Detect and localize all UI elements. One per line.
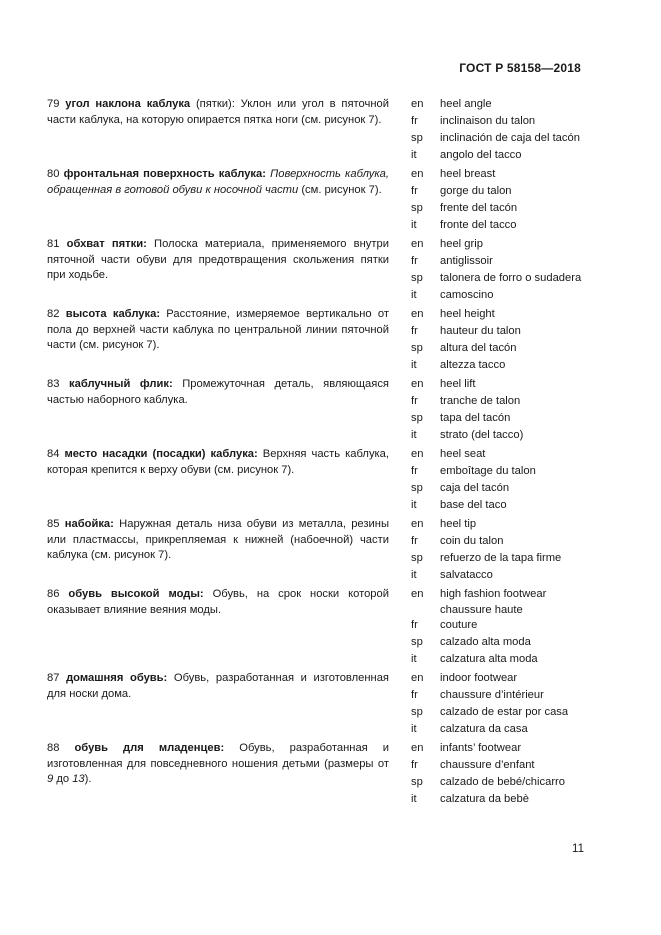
language-code: it xyxy=(411,569,417,581)
language-code: fr xyxy=(411,115,418,127)
term-definition xyxy=(47,741,389,788)
term-number: 79 xyxy=(47,98,66,110)
translated-term: camoscino xyxy=(440,289,494,301)
term-definition xyxy=(47,167,389,198)
translation-row xyxy=(411,201,611,218)
language-code: en xyxy=(411,588,424,600)
translation-row xyxy=(411,758,611,775)
translated-term: calzatura da casa xyxy=(440,723,528,735)
translated-term: base del taco xyxy=(440,499,507,511)
definition-text: Обувь, разработанная и изготовленная для носки дома. xyxy=(47,672,389,700)
translated-term: altezza tacco xyxy=(440,359,506,371)
term-title: фронтальная поверхность каблука: xyxy=(63,168,266,180)
translations xyxy=(411,587,611,669)
translation-row xyxy=(411,722,611,739)
language-code: en xyxy=(411,518,424,530)
definition-text: Расстояние, измеряемое вертикально от пола до верхней части каблука по центральной линии пяточной части (см. рисунок 7). xyxy=(47,308,389,351)
translated-term: heel angle xyxy=(440,98,492,110)
translation-row xyxy=(411,288,611,305)
translated-term: calzado de bebé/chicarro xyxy=(440,776,566,788)
language-code: fr xyxy=(411,325,418,337)
translation-row xyxy=(411,618,611,635)
language-code: en xyxy=(411,98,424,110)
language-code: it xyxy=(411,289,417,301)
language-code: sp xyxy=(411,132,423,144)
translated-term: strato (del tacco) xyxy=(440,429,524,441)
translation-row xyxy=(411,131,611,148)
translation-row xyxy=(411,148,611,165)
term-definition xyxy=(47,447,389,478)
term-definition xyxy=(47,307,389,354)
translated-term: heel grip xyxy=(440,238,483,250)
definition-text: 13 xyxy=(72,773,85,785)
term-title: обувь для младенцев: xyxy=(74,742,225,754)
translation-row xyxy=(411,254,611,271)
translation-row xyxy=(411,307,611,324)
document-header: ГОСТ Р 58158—2018 xyxy=(459,61,581,75)
language-code: fr xyxy=(411,185,418,197)
translated-term: inclinación de caja del tacón xyxy=(440,132,580,144)
term-title: обхват пятки: xyxy=(66,238,147,250)
translated-term: salvatacco xyxy=(440,569,493,581)
language-code: sp xyxy=(411,272,423,284)
language-code: sp xyxy=(411,342,423,354)
language-code: en xyxy=(411,672,424,684)
term-number: 88 xyxy=(47,742,75,754)
language-code: en xyxy=(411,742,424,754)
term-title: место насадки (посадки) каблука: xyxy=(64,448,258,460)
translation-row xyxy=(411,705,611,722)
translation-row xyxy=(411,358,611,375)
translation-row xyxy=(411,237,611,254)
term-title: высота каблука: xyxy=(65,308,161,320)
term-number: 83 xyxy=(47,378,69,390)
language-code: en xyxy=(411,378,424,390)
term-title: каблучный флик: xyxy=(69,378,173,390)
translation-row xyxy=(411,184,611,201)
translated-term: coin du talon xyxy=(440,535,504,547)
translation-row xyxy=(411,97,611,114)
translated-term: tranche de talon xyxy=(440,395,521,407)
translations xyxy=(411,97,611,165)
definition-text: 9 xyxy=(47,773,54,785)
translation-row xyxy=(411,218,611,235)
translations xyxy=(411,517,611,585)
definition-text: ). xyxy=(84,773,92,785)
translation-row xyxy=(411,271,611,288)
term-number: 82 xyxy=(47,308,66,320)
term-number: 80 xyxy=(47,168,64,180)
language-code: fr xyxy=(411,465,418,477)
translated-term: talonera de forro o sudadera xyxy=(440,272,582,284)
language-code: en xyxy=(411,238,424,250)
language-code: sp xyxy=(411,636,423,648)
language-code: it xyxy=(411,219,417,231)
language-code: it xyxy=(411,723,417,735)
language-code: it xyxy=(411,793,417,805)
term-number: 86 xyxy=(47,588,69,600)
translations xyxy=(411,307,611,375)
term-number: 85 xyxy=(47,518,65,530)
language-code: fr xyxy=(411,619,418,631)
translated-term: hauteur du talon xyxy=(440,325,521,337)
language-code: it xyxy=(411,653,417,665)
translated-term: tapa del tacón xyxy=(440,412,511,424)
language-code: it xyxy=(411,429,417,441)
term-number: 81 xyxy=(47,238,67,250)
language-code: en xyxy=(411,168,424,180)
translation-row xyxy=(411,447,611,464)
translation-row xyxy=(411,411,611,428)
translation-row xyxy=(411,428,611,445)
definition-text: Промежуточная деталь, являющаяся частью наборного каблука. xyxy=(47,378,389,406)
translation-row xyxy=(411,587,611,618)
translation-row xyxy=(411,635,611,652)
translations xyxy=(411,671,611,739)
translation-row xyxy=(411,671,611,688)
translated-term: heel breast xyxy=(440,168,496,180)
language-code: fr xyxy=(411,535,418,547)
term-title: домашняя обувь: xyxy=(66,672,168,684)
language-code: en xyxy=(411,308,424,320)
translation-row xyxy=(411,652,611,669)
translation-row xyxy=(411,775,611,792)
translated-term: inclinaison du talon xyxy=(440,115,536,127)
translated-term: frente del tacón xyxy=(440,202,518,214)
language-code: fr xyxy=(411,759,418,771)
term-title: обувь высокой моды: xyxy=(68,588,204,600)
translated-term: angolo del tacco xyxy=(440,149,522,161)
translated-term: indoor footwear xyxy=(440,672,518,684)
translated-term: gorge du talon xyxy=(440,185,512,197)
language-code: sp xyxy=(411,202,423,214)
translated-term: refuerzo de la tapa firme xyxy=(440,552,562,564)
translation-row xyxy=(411,394,611,411)
translated-term: altura del tacón xyxy=(440,342,517,354)
translated-term: heel height xyxy=(440,308,495,320)
language-code: fr xyxy=(411,395,418,407)
translated-term: couture xyxy=(440,619,478,631)
term-definition xyxy=(47,237,389,284)
translated-term: heel tip xyxy=(440,518,477,530)
definition-text: Верхняя часть каблука, которая крепится к верху обуви (см. рисунок 7). xyxy=(47,448,390,476)
language-code: sp xyxy=(411,482,423,494)
term-number: 84 xyxy=(47,448,65,460)
language-code: it xyxy=(411,499,417,511)
term-definition xyxy=(47,517,389,564)
term-title: угол наклона каблука xyxy=(65,98,191,110)
definition-text: Наружная деталь низа обуви из металла, резины или пластмассы, прикрепляемая к нижней (набоечной) части каблука (см. рисунок 7). xyxy=(47,518,389,561)
definition-text: до xyxy=(53,773,73,785)
translations xyxy=(411,377,611,445)
term-definition xyxy=(47,377,389,408)
translated-term: calzado de estar por casa xyxy=(440,706,569,718)
definition-text: (пятки): Уклон или угол в пяточной части каблука, на которую опирается пятка ноги (см. рисунок 7). xyxy=(47,98,389,126)
translation-row xyxy=(411,114,611,131)
language-code: sp xyxy=(411,552,423,564)
translated-term: chaussure d’intérieur xyxy=(440,689,544,701)
translation-row xyxy=(411,534,611,551)
translation-row xyxy=(411,551,611,568)
language-code: it xyxy=(411,149,417,161)
language-code: sp xyxy=(411,706,423,718)
translated-term: high fashion footwear chaussure haute xyxy=(440,588,547,616)
language-code: sp xyxy=(411,412,423,424)
translated-term: heel lift xyxy=(440,378,476,390)
definition-text: Обувь, на срок носки которой оказывает влияние веяния моды. xyxy=(47,588,389,616)
language-code: sp xyxy=(411,776,423,788)
page-number: 11 xyxy=(572,843,584,855)
translated-term: antiglissoir xyxy=(440,255,493,267)
definition-text: Обувь, разработанная и изготовленная для повседневного ношения детьми (размеры от xyxy=(47,742,389,770)
translated-term: infants’ footwear xyxy=(440,742,522,754)
translated-term: fronte del tacco xyxy=(440,219,517,231)
term-definition xyxy=(47,587,389,618)
term-definition xyxy=(47,671,389,702)
translated-term: calzatura da bebè xyxy=(440,793,529,805)
translation-row xyxy=(411,568,611,585)
translated-term: calzado alta moda xyxy=(440,636,531,648)
translated-term: emboîtage du talon xyxy=(440,465,536,477)
language-code: it xyxy=(411,359,417,371)
translation-row xyxy=(411,481,611,498)
translations xyxy=(411,741,611,809)
translations xyxy=(411,237,611,305)
term-definition xyxy=(47,97,389,128)
translations xyxy=(411,447,611,515)
definition-text: (см. рисунок 7). xyxy=(298,183,382,196)
translated-term: calzatura alta moda xyxy=(440,653,538,665)
translations xyxy=(411,167,611,235)
language-code: fr xyxy=(411,689,418,701)
translated-term: caja del tacón xyxy=(440,482,510,494)
term-title: набойка: xyxy=(64,518,114,530)
translation-row xyxy=(411,741,611,758)
translation-row xyxy=(411,517,611,534)
translation-row xyxy=(411,341,611,358)
translation-row xyxy=(411,167,611,184)
translation-row xyxy=(411,688,611,705)
translated-term: heel seat xyxy=(440,448,486,460)
translation-row xyxy=(411,792,611,809)
definition-text: Поверхность каблука, обращенная в готовой обуви к носочной части xyxy=(47,168,389,196)
language-code: fr xyxy=(411,255,418,267)
translation-row xyxy=(411,377,611,394)
language-code: en xyxy=(411,448,424,460)
definition-text: Полоска материала, применяемого внутри пяточной части обуви для предотвращения скольжения пятки при ходьбе. xyxy=(47,238,389,281)
translated-term: chaussure d’enfant xyxy=(440,759,535,771)
translation-row xyxy=(411,324,611,341)
translation-row xyxy=(411,464,611,481)
term-number: 87 xyxy=(47,672,67,684)
translation-row xyxy=(411,498,611,515)
